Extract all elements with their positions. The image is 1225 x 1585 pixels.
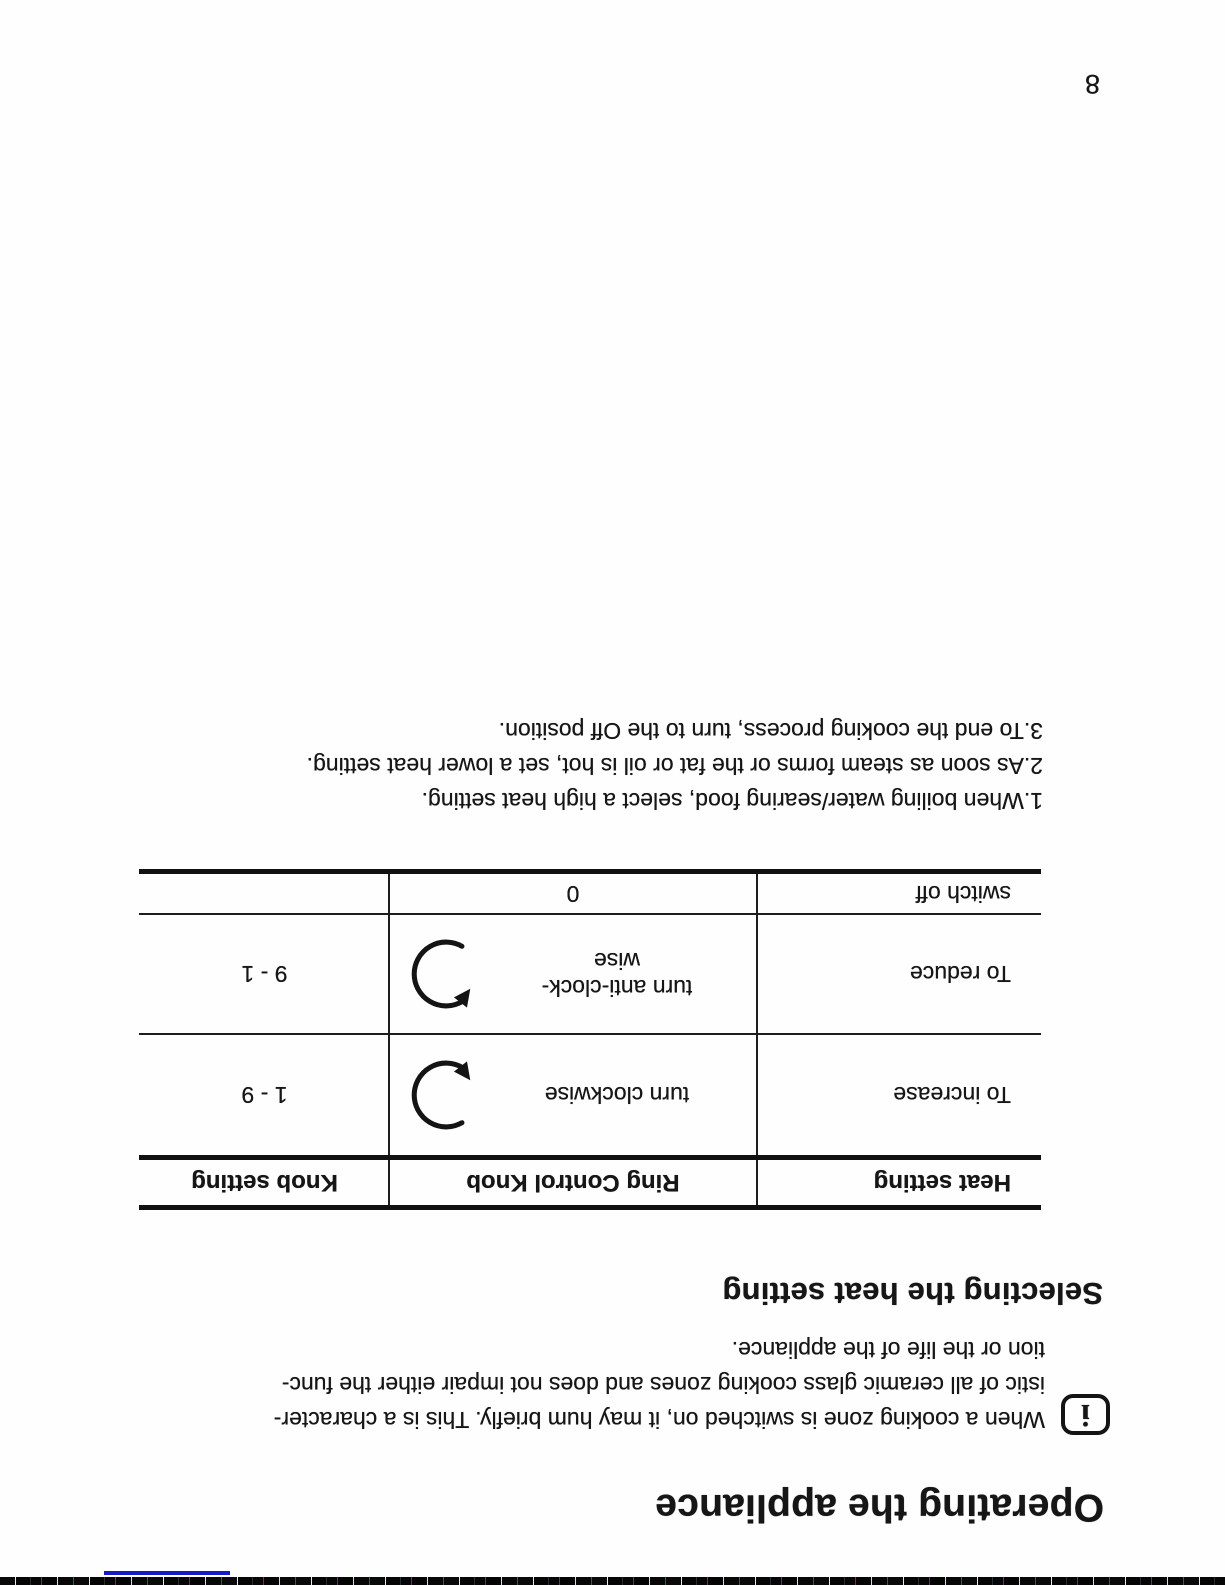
knob-action-line1: turn anti-clock- <box>541 975 693 1001</box>
info-note <box>255 1332 1045 1437</box>
table-header-ring-control-knob: Ring Control Knob <box>388 1160 758 1205</box>
cell-knob-action: 0 <box>388 874 758 913</box>
section-heading: Selecting the heat setting <box>722 1276 1103 1311</box>
page-title: Operating the appliance <box>655 1486 1104 1529</box>
clockwise-arrow-icon <box>404 1050 488 1140</box>
table-header-row <box>139 1160 1041 1205</box>
knob-action-label <box>488 947 746 1001</box>
table-row <box>139 1035 1041 1155</box>
cell-heat-setting: To reduce <box>909 961 1011 988</box>
step-item: 1.When boiling water/searing food, select a high heat setting. <box>421 788 1043 814</box>
info-note-line: istic of all ceramic glass cooking zones and does not impair either the func- <box>281 1372 1045 1398</box>
step-item: 2.As soon as steam forms or the fat or oil is hot, set a lower heat setting. <box>306 753 1043 779</box>
cell-knob-setting: 9 - 1 <box>241 961 288 988</box>
knob-action-line2: wise <box>594 948 641 974</box>
cell-heat-setting: switch off <box>915 881 1011 907</box>
table-header-knob-setting: Knob setting <box>191 1169 338 1197</box>
step-item: 3.To end the cooking process, turn to the Off position. <box>498 718 1043 744</box>
cell-knob-setting <box>141 874 388 913</box>
cell-knob-action <box>388 915 758 1033</box>
knob-action-label: turn clockwise <box>544 1082 690 1109</box>
blue-line-artifact <box>104 1571 230 1575</box>
instruction-steps <box>307 713 1043 818</box>
table-header-heat-setting: Heat setting <box>873 1169 1011 1197</box>
table-row <box>139 915 1041 1033</box>
cell-knob-setting: 1 - 9 <box>241 1082 288 1109</box>
table-top-border <box>139 1205 1041 1210</box>
cell-knob-action <box>388 1035 758 1155</box>
scan-edge-artifact <box>0 1577 1225 1585</box>
anticlockwise-arrow-icon <box>404 929 488 1019</box>
info-icon <box>1061 1394 1110 1435</box>
info-note-line: tion or the life of the appliance. <box>731 1337 1045 1363</box>
heat-setting-table <box>139 869 1041 1210</box>
info-note-line: When a cooking zone is switched on, it may hum briefly. This is a character- <box>273 1407 1045 1433</box>
cell-heat-setting: To increase <box>893 1082 1011 1109</box>
info-icon-glyph: i <box>1081 1398 1090 1433</box>
page-number: 8 <box>1084 69 1100 99</box>
table-row <box>139 874 1041 913</box>
